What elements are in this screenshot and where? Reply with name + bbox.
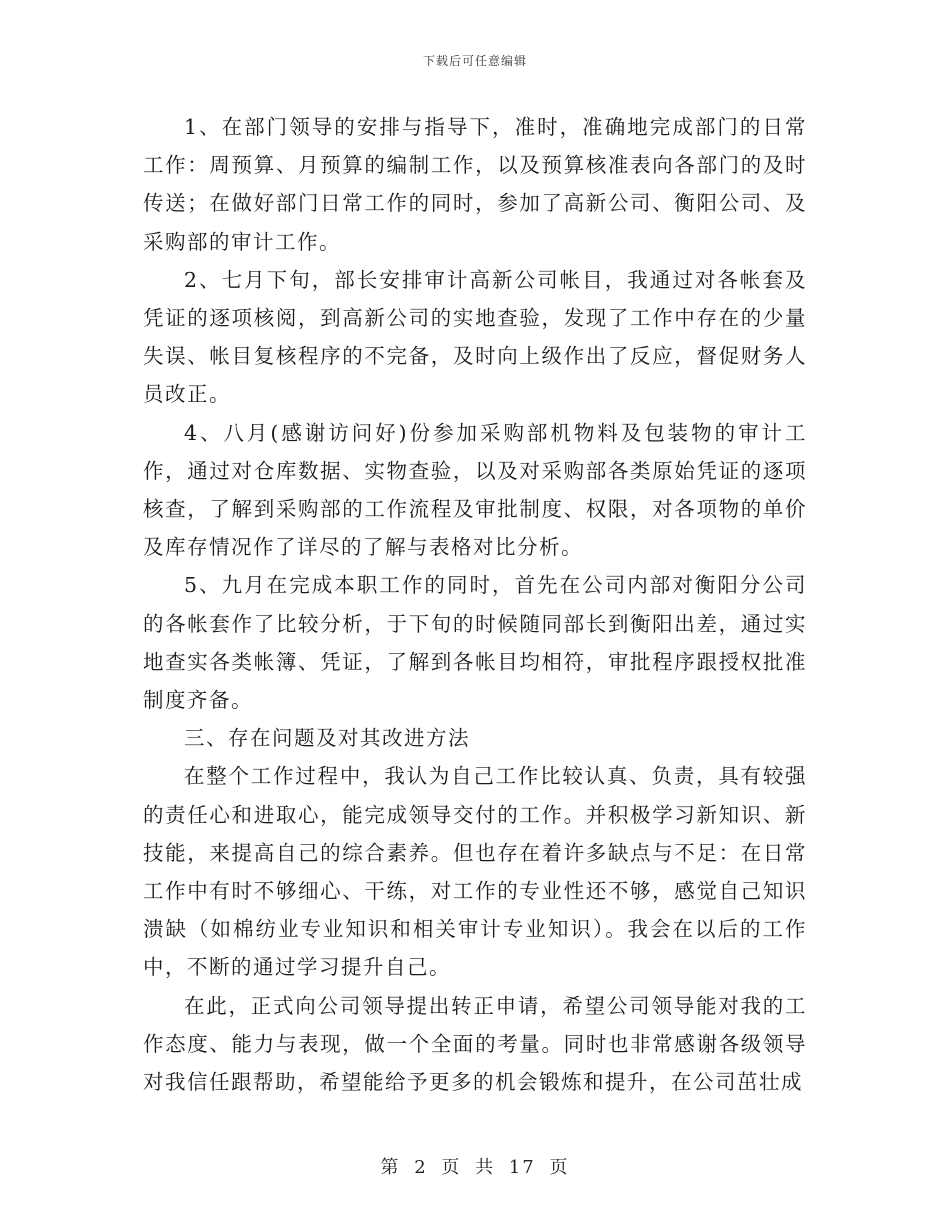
- paragraph-item-1: 1、在部门领导的安排与指导下，准时，准确地完成部门的日常工作：周预算、月预算的编制工作，以及预算核准表向各部门的及时传送；在做好部门日常工作的同时，参加了高新公司、衡阳公司、及采购部的审计工作。: [143, 115, 807, 254]
- paragraph-item-4: 4、八月(感谢访问好)份参加采购部机物料及包装物的审计工作，通过对仓库数据、实物查验，以及对采购部各类原始凭证的逐项核查，了解到采购部的工作流程及审批制度、权限，对各项物的单价及库存情况作了详尽的了解与表格对比分析。: [143, 420, 807, 560]
- page-header: 下载后可任意编辑: [422, 54, 527, 68]
- paragraph-problems: 在整个工作过程中，我认为自己工作比较认真、负责，具有较强的责任心和进取心，能完成领导交付的工作。并积极学习新知识、新技能，来提高自己的综合素养。但也存在着许多缺点与不足：在日常工作中有时不够细心、干练，对工作的专业性还不够，感觉自己知识溃缺（如棉纺业专业知识和相关审计专业知识）。我会在以后的工作中，不断的通过学习提升自己。: [143, 764, 807, 980]
- paragraph-application: 在此，正式向公司领导提出转正申请，希望公司领导能对我的工作态度、能力与表现，做一个全面的考量。同时也非常感谢各级领导对我信任跟帮助，希望能给予更多的机会锻炼和提升，在公司茁壮成: [143, 993, 807, 1095]
- paragraph-item-2: 2、七月下旬，部长安排审计高新公司帐目，我通过对各帐套及凭证的逐项核阅，到高新公司的实地查验，发现了工作中存在的少量失误、帐目复核程序的不完备，及时向上级作出了反应，督促财务人员改正。: [143, 267, 807, 407]
- paragraph-item-5: 5、九月在完成本职工作的同时，首先在公司内部对衡阳分公司的各帐套作了比较分析，于下旬的时候随同部长到衡阳出差，通过实地查实各类帐簿、凭证，了解到各帐目均相符，审批程序跟授权批准制度齐备。: [143, 573, 807, 713]
- document-body: [143, 108, 807, 1101]
- page-number-footer: 第 2 页 共 17 页: [380, 1157, 570, 1178]
- section-heading: 三、存在问题及对其改进方法: [184, 726, 470, 751]
